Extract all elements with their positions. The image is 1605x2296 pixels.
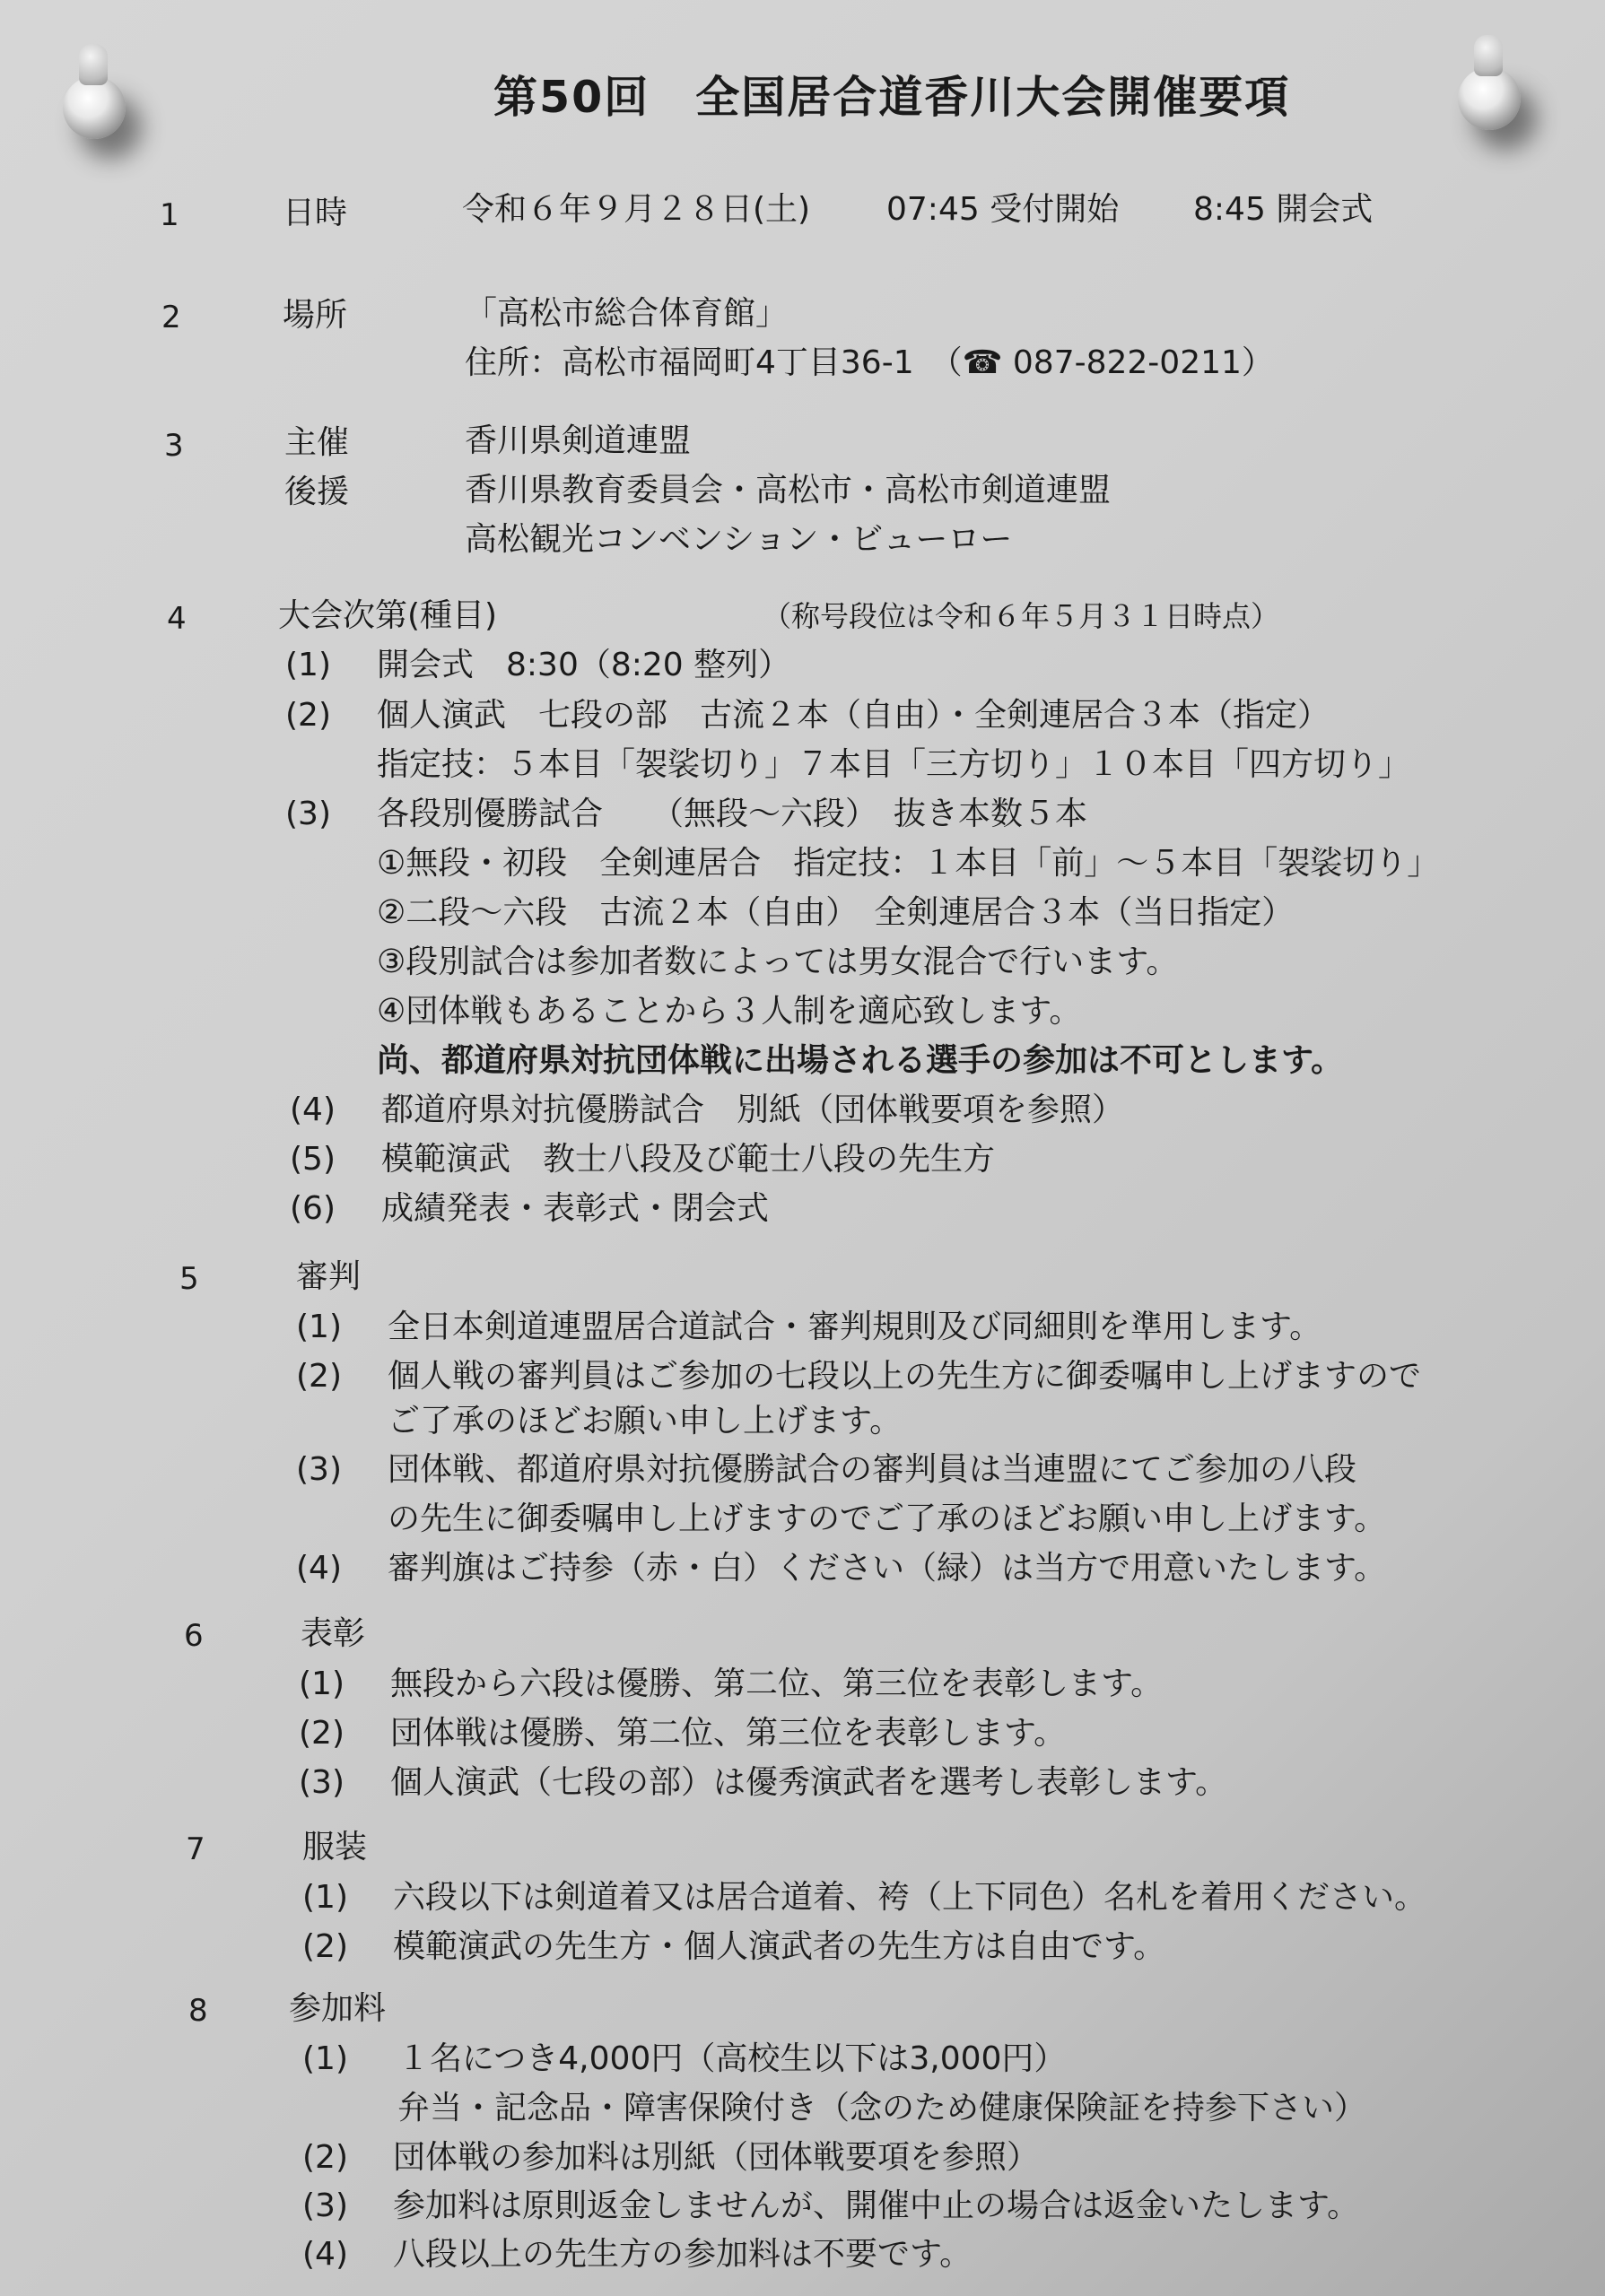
section-label: 参加料 [289,1990,387,2027]
host-label: 主催 [284,424,350,461]
item-number: (2) [302,2139,348,2176]
item-number: (5) [290,1141,336,1178]
section-label: 場所 [283,297,348,334]
item-number: (4) [290,1091,336,1128]
pushpin-icon [1458,67,1521,130]
section-label: 日時 [283,195,348,231]
section-number: 7 [186,1831,205,1867]
item-number: (1) [296,1309,342,1345]
item-number: (3) [296,1451,342,1488]
item-number: (1) [302,2040,348,2077]
list-item: 団体戦の参加料は別紙（団体戦要項を参照） [393,2139,1040,2176]
list-item: の先生に御委嘱申し上げますのでご了承のほどお願い申し上げます。 [388,1500,1387,1537]
list-item: 弁当・記念品・障害保険付き（念のため健康保険証を持参下さい） [397,2090,1367,2126]
reception-time: 07:45 受付開始 [886,191,1120,228]
list-item: 個人演武 七段の部 古流２本（自由）・全剣連居合３本（指定） [377,697,1330,734]
pushpin-icon [63,76,126,139]
host-value: 香川県剣道連盟 [465,422,692,459]
list-item: ④団体戦もあることから３人制を適応致します。 [377,993,1082,1030]
list-item: 都道府県対抗優勝試合 別紙（団体戦要項を参照） [381,1091,1125,1128]
list-item: 模範演武の先生方・個人演武者の先生方は自由です。 [393,1928,1166,1965]
list-item: 団体戦、都道府県対抗優勝試合の審判員は当連盟にてご参加の八段 [388,1451,1357,1488]
list-item: ③段別試合は参加者数によっては男女混合で行います。 [377,944,1179,980]
opening-time: 8:45 開会式 [1193,191,1374,228]
section-number: 3 [164,428,184,464]
list-item: 審判旗はご持参（赤・白）ください（緑）は当方で用意いたします。 [388,1550,1387,1587]
item-number: (3) [299,1764,345,1801]
support-label: 後援 [284,474,350,510]
list-item: 六段以下は剣道着又は居合道着、袴（上下同色）名札を着用ください。 [393,1879,1427,1916]
list-item: 団体戦は優勝、第二位、第三位を表彰します。 [390,1715,1067,1752]
item-number: (6) [290,1190,336,1227]
list-item: ②二段～六段 古流２本（自由） 全剣連居合３本（当日指定） [377,894,1295,931]
section-number: 8 [188,1993,208,2029]
list-item: ①無段・初段 全剣連居合 指定技：１本目「前」～５本目「袈裟切り」 [377,845,1440,882]
section-number: 5 [179,1261,199,1297]
support-value: 香川県教育委員会・高松市・高松市剣道連盟 [465,472,1112,509]
notice-bold: 尚、都道府県対抗団体戦に出場される選手の参加は不可とします。 [377,1042,1344,1079]
list-item: 無段から六段は優勝、第二位、第三位を表彰します。 [390,1665,1164,1702]
section-number: 1 [160,197,179,233]
section-label: 審判 [296,1258,362,1295]
section-label: 服装 [302,1829,368,1866]
venue-name: 「高松市総合体育館」 [465,295,789,332]
section-label: 大会次第(種目) [278,597,498,634]
section-number: 4 [167,601,187,637]
item-number: (3) [302,2187,348,2224]
support-value: 高松観光コンベンション・ビューロー [465,521,1013,558]
list-item: 指定技：５本目「袈裟切り」７本目「三方切り」１０本目「四方切り」 [377,746,1411,783]
rank-note: （称号段位は令和６年５月３１日時点） [763,599,1280,633]
list-item: 八段以上の先生方の参加料は不要です。 [393,2236,973,2273]
list-item: 個人戦の審判員はご参加の七段以上の先生方に御委嘱申し上げますので [388,1358,1422,1395]
item-number: (2) [302,1928,348,1965]
document-title: 第50回 全国居合道香川大会開催要項 [493,72,1291,123]
venue-address: 住所：高松市福岡町4丁目36-1 （☎ 087-822-0211） [465,344,1274,381]
list-item: 全日本剣道連盟居合道試合・審判規則及び同細則を準用します。 [388,1309,1322,1345]
event-date: 令和６年９月２８日(土) [462,191,811,228]
list-item: 個人演武（七段の部）は優秀演武者を選考し表彰します。 [390,1764,1228,1801]
item-number: (2) [296,1358,342,1395]
section-label: 表彰 [301,1615,366,1652]
item-number: (3) [285,796,331,832]
list-item: ご了承のほどお願い申し上げます。 [388,1403,903,1439]
section-number: 6 [184,1618,204,1654]
item-number: (4) [296,1550,342,1587]
list-item: 成績発表・表彰式・閉会式 [381,1190,770,1227]
item-number: (2) [285,697,331,734]
list-item: １名につき4,000円（高校生以下は3,000円） [397,2040,1067,2077]
section-number: 2 [161,300,181,335]
item-number: (4) [302,2236,348,2273]
item-number: (1) [299,1665,345,1702]
list-item: 各段別優勝試合 （無段～六段） 抜き本数５本 [377,796,1088,832]
list-item: 参加料は原則返金しませんが、開催中止の場合は返金いたします。 [393,2187,1360,2224]
item-number: (1) [302,1879,348,1916]
list-item: 開会式 8:30（8:20 整列） [377,647,791,683]
item-number: (2) [299,1715,345,1752]
list-item: 模範演武 教士八段及び範士八段の先生方 [381,1141,996,1178]
item-number: (1) [285,647,331,683]
